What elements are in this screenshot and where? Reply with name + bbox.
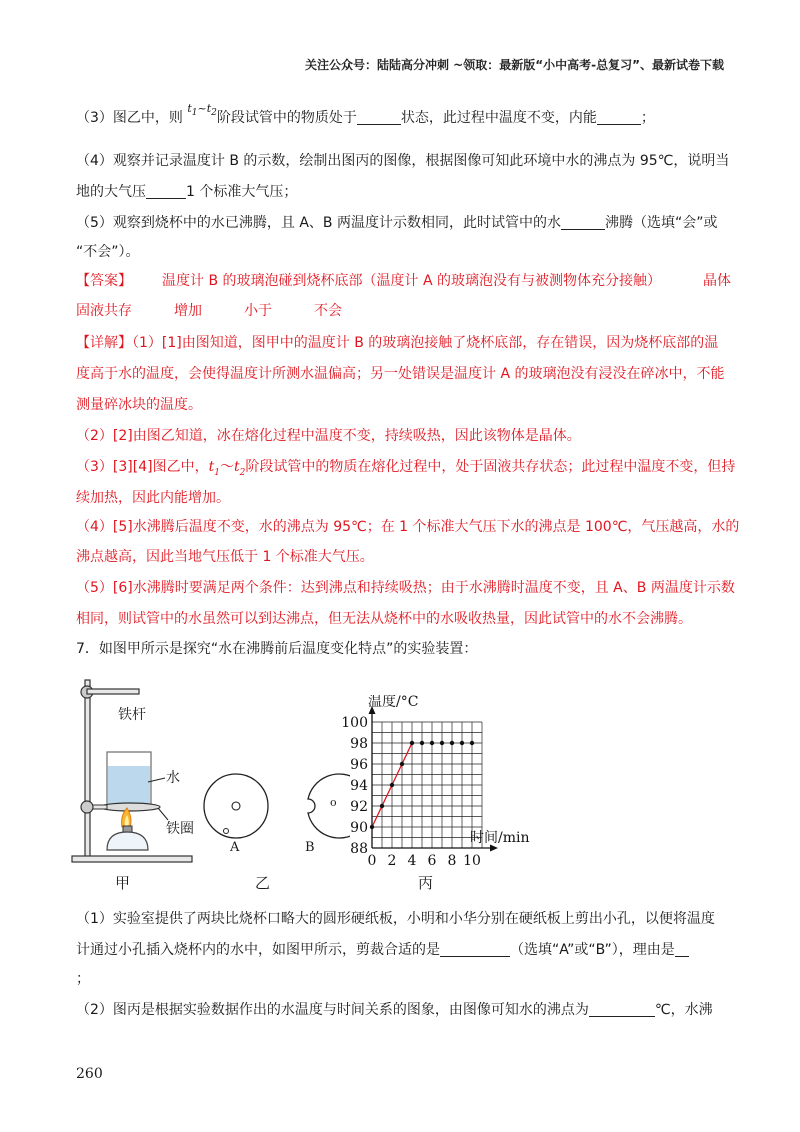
data-point	[410, 741, 414, 745]
caption-jia: 甲	[115, 874, 131, 892]
label-B: B	[305, 840, 315, 855]
detail-p5-l1: （5）[6]水沸腾时要满足两个条件：达到沸点和持续吸热；由于水沸腾时温度不变，且 A、B 两温度计示数	[76, 580, 735, 596]
answer-line1	[76, 266, 736, 297]
x-tick-label: 4	[407, 853, 417, 869]
question-7-stem: 7．如图甲所示是探究“水在沸腾前后温度变化特点”的实验装置：	[76, 641, 478, 657]
data-point	[430, 741, 434, 745]
detail-p1-l2: 度高于水的温度，会使得温度计所测水温偏高；另一处错误是温度计 A 的玻璃泡没有浸没在碎冰中，不能	[76, 366, 725, 382]
data-point	[370, 825, 374, 829]
question-3: （3）图乙中，则 $^{t_1\sim t_2}$阶段试管中的物质处于 状态，此过程中温度不变，内能 ；	[76, 102, 655, 126]
answer-3: 固液共存	[76, 303, 132, 319]
label-ring: 铁圈	[166, 821, 194, 837]
y-tick-label: 88	[350, 841, 368, 857]
x-axis-label: 时间/min	[470, 830, 530, 846]
caption-yi: 乙	[255, 874, 271, 892]
question-7-1-l2: 计通过小孔插入烧杯内的水中，如图甲所示，剪裁合适的是 （选填“A”或“B”），理由是	[76, 935, 736, 966]
answer-label: 【答案】	[76, 273, 132, 289]
answer-4: 增加	[174, 303, 202, 319]
question-4-line2: 地的大气压 1 个标准大气压；	[76, 184, 298, 200]
detail-p4-l2: 沸点越高，因此当地气压低于 1 个标准大气压。	[76, 549, 374, 565]
data-point	[420, 741, 424, 745]
y-tick-label: 96	[350, 757, 368, 773]
stand-rod	[85, 680, 90, 858]
cardboard-a	[204, 774, 268, 838]
detail-p3-l2: 续加热，因此内能增加。	[76, 490, 230, 506]
answer-2: 晶体	[702, 273, 731, 289]
label-A: A	[230, 840, 240, 855]
answer-1: 温度计 B 的玻璃泡碰到烧杯底部（温度计 A 的玻璃泡没有与被测物体充分接触）	[162, 273, 661, 289]
detail-p1-l3: 测量碎冰块的温度。	[76, 397, 202, 413]
page-header: 关注公众号：陆陆高分冲刺 ~领取：最新版“小中高考-总复习”、最新试卷下载	[305, 58, 724, 72]
question-7-1-l1: （1）实验室提供了两块比烧杯口略大的圆形硬纸板，小明和小华分别在硬纸板上剪出小孔，以便将温度	[76, 911, 715, 927]
apparatus-figure	[70, 670, 210, 870]
data-point	[390, 783, 394, 787]
question-4-line1: （4）观察并记录温度计 B 的示数，绘制出图丙的图像，根据图像可知此环境中水的沸点为 95℃，说明当	[76, 153, 730, 169]
answer-blank[interactable]	[561, 213, 605, 230]
stand-base	[72, 856, 192, 862]
x-tick-label: 6	[427, 853, 437, 869]
water	[108, 766, 150, 805]
label-water: 水	[166, 770, 180, 786]
cardboard-a-center-hole	[232, 802, 240, 810]
answer-blank[interactable]	[597, 108, 641, 125]
page-number: 260	[76, 1066, 103, 1082]
data-point	[400, 762, 404, 766]
label-o: o	[330, 796, 337, 809]
detail-p5-l2: 相同，则试管中的水虽然可以到达沸点，但无法从烧杯中的水吸收热量，因此试管中的水不会沸腾。	[76, 611, 692, 627]
x-tick-label: 10	[463, 853, 481, 869]
answer-blank[interactable]	[440, 940, 510, 957]
detail-p4-l1: （4）[5]水沸腾后温度不变，水的沸点为 95℃；在 1 个标准大气压下水的沸点是 100℃，气压越高，水的	[76, 519, 740, 535]
data-point	[470, 741, 474, 745]
data-point	[380, 804, 384, 808]
question-7-1-l3: ；	[76, 971, 90, 987]
detail-p2: （2）[2]由图乙知道，冰在熔化过程中温度不变，持续吸热，因此该物体是晶体。	[76, 428, 581, 444]
y-tick-label: 98	[350, 736, 368, 752]
detail-p1-l1: 【详解】（1）[1]由图知道，图甲中的温度计 B 的玻璃泡接触了烧杯底部，存在错误，因为烧杯底部的温	[76, 335, 719, 351]
alcohol-lamp	[107, 832, 148, 850]
answer-blank[interactable]	[357, 108, 401, 125]
question-7-2: （2）图丙是根据实验数据作出的水温度与时间关系的图象，由图像可知水的沸点为 ℃，水沸	[76, 1002, 713, 1018]
detail-label: 【详解】	[76, 335, 132, 351]
detail-p3-l1: （3）[3][4]图乙中，$t_1\sim t_2$阶段试管中的物质在熔化过程中，处于固液共存状态；此过程中温度不变，但持	[76, 459, 736, 478]
answer-blank[interactable]	[589, 1000, 655, 1017]
x-tick-label: 2	[387, 853, 397, 869]
iron-ring	[100, 803, 160, 811]
iron-rod-arm	[87, 689, 139, 694]
label-rod: 铁杆	[118, 707, 146, 723]
y-tick-label: 90	[350, 820, 368, 836]
cardboard-figure	[200, 770, 350, 842]
answer-line2	[76, 296, 736, 327]
y-tick-label: 100	[341, 715, 368, 731]
question-5-line1: （5）观察到烧杯中的水已沸腾，且 A、B 两温度计示数相同，此时试管中的水 沸腾（选填“会”或	[76, 215, 718, 231]
answer-6: 不会	[314, 303, 342, 319]
y-axis-label: 温度/°C	[368, 695, 419, 710]
answer-blank[interactable]	[675, 940, 689, 957]
answer-5: 小于	[244, 303, 272, 319]
y-tick-label: 94	[350, 778, 368, 794]
answer-blank[interactable]	[146, 182, 186, 199]
caption-bing: 丙	[418, 874, 434, 892]
t1-symbol: t1~t2	[187, 102, 217, 119]
y-tick-label: 92	[350, 799, 368, 815]
x-tick-label: 8	[447, 853, 457, 869]
data-point	[460, 741, 464, 745]
data-point	[450, 741, 454, 745]
temperature-chart	[340, 695, 560, 870]
data-point	[440, 741, 444, 745]
question-5-line2: “不会”）。	[76, 244, 140, 260]
x-tick-label: 0	[367, 853, 377, 869]
